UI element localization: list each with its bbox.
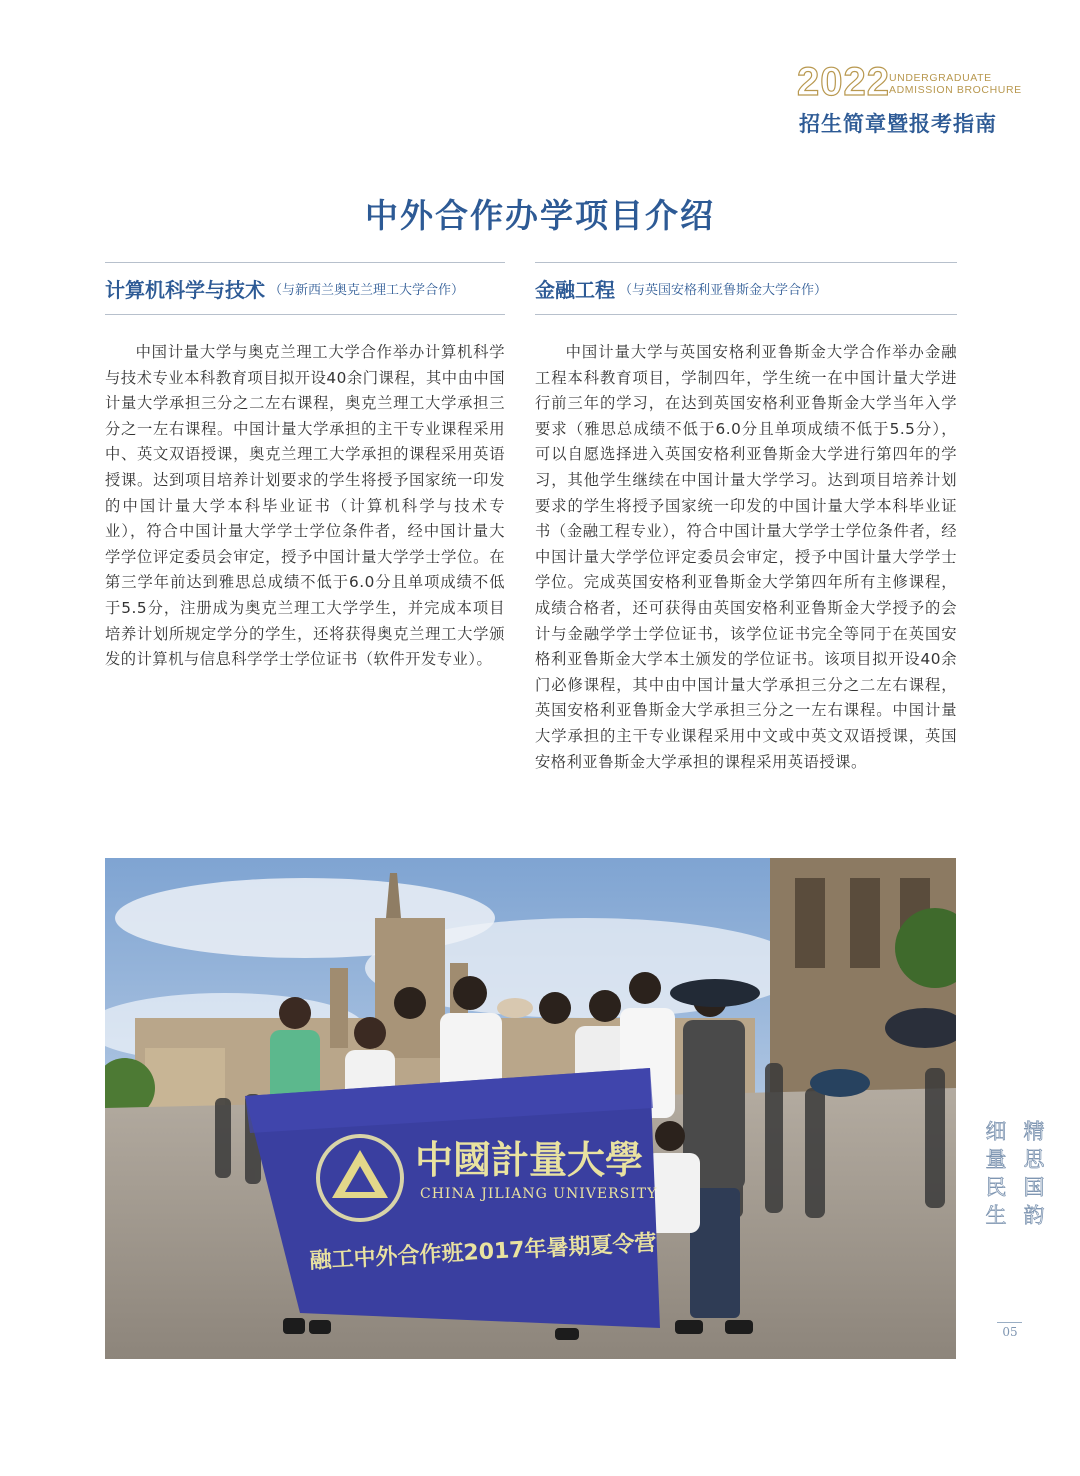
banner-caption: 融工中外合作班2017年暑期夏令营 [309,1230,658,1274]
section-bottom-rule [535,314,957,315]
page-number: 05 [1002,1325,1018,1339]
group-photo [105,858,956,1359]
section-title: 金融工程 [535,278,615,302]
page-number-rule [997,1322,1022,1323]
banner-english-name: CHINA JILIANG UNIVERSITY [420,1186,658,1202]
banner-university-name: 中國計量大學 [415,1137,644,1182]
section-header [535,263,957,314]
section-title: 计算机科学与技术 [105,278,265,302]
section-header [105,263,505,314]
section-body: 中国计量大学与英国安格利亚鲁斯金大学合作举办金融工程本科教育项目，学制四年，学生统一在中国计量大学进行前三年的学习，在达到英国安格利亚鲁斯金大学当年入学要求（雅思总成绩不低于6.0分且单项成绩不低于5.5分），可以自愿选择进入英国安格利亚鲁斯金大学进行第四年的学习，其他学生继续在中国计量大学学习。达到项目培养计划要求的学生将授予国家统一印发的中国计量大学本科毕业证书（金融工程专业），符合中国计量大学学士学位条件者，经中国计量大学学位评定委员会审定，授予中国计量大学学士学位。完成英国安格利亚鲁斯金大学第四年所有主修课程，成绩合格者，还可获得由英国安格利亚鲁斯金大学授予的会计与金融学学士学位证书，该学位证书完全等同于在英国安格利亚鲁斯金大学本土颁发的学位证书。该项目拟开设40余门必修课程，其中由中国计量大学承担三分之二左右课程，英国安格利亚鲁斯金大学承担三分之一左右课程。中国计量大学承担的主干专业课程采用中文或中英文双语授课，英国安格利亚鲁斯金大学承担的课程采用英语授课。 [535,343,957,771]
side-motto [983,1120,1045,1232]
section-computer-science [105,262,505,673]
page-title: 中外合作办学项目介绍 [365,196,715,235]
brochure-english-line2: ADMISSION BROCHURE [889,84,1022,96]
section-partner: （与英国安格利亚鲁斯金大学合作） [619,283,828,298]
brochure-chinese-title: 招生简章暨报考指南 [799,112,997,136]
section-financial-engineering [535,262,957,775]
brochure-english-title [889,72,1022,96]
section-body: 中国计量大学与奥克兰理工大学合作举办计算机科学与技术专业本科教育项目拟开设40余门课程，其中由中国计量大学承担三分之二左右课程，奥克兰理工大学承担三分之一左右课程。中国计量大学承担的主干专业课程采用中、英文双语授课，奥克兰理工大学承担的课程采用英语授课。达到项目培养计划要求的学生将授予国家统一印发的中国计量大学本科毕业证书（计算机科学与技术专业），符合中国计量大学学士学位条件者，经中国计量大学学位评定委员会审定，授予中国计量大学学士学位。在第三学年前达到雅思总成绩不低于6.0分且单项成绩不低于5.5分，注册成为奥克兰理工大学学生，并完成本项目培养计划所规定学分的学生，还将获得奥克兰理工大学颁发的计算机与信息科学学士学位证书（软件开发专业）。 [105,343,505,669]
section-partner: （与新西兰奥克兰理工大学合作） [269,283,465,298]
section-bottom-rule [105,314,505,315]
side-motto-line2: 细量民生 [983,1120,1007,1232]
brochure-year: 2022 [797,60,890,104]
brochure-english-line1: UNDERGRADUATE [889,72,992,84]
side-motto-line1: 精思国韵 [1021,1120,1045,1232]
